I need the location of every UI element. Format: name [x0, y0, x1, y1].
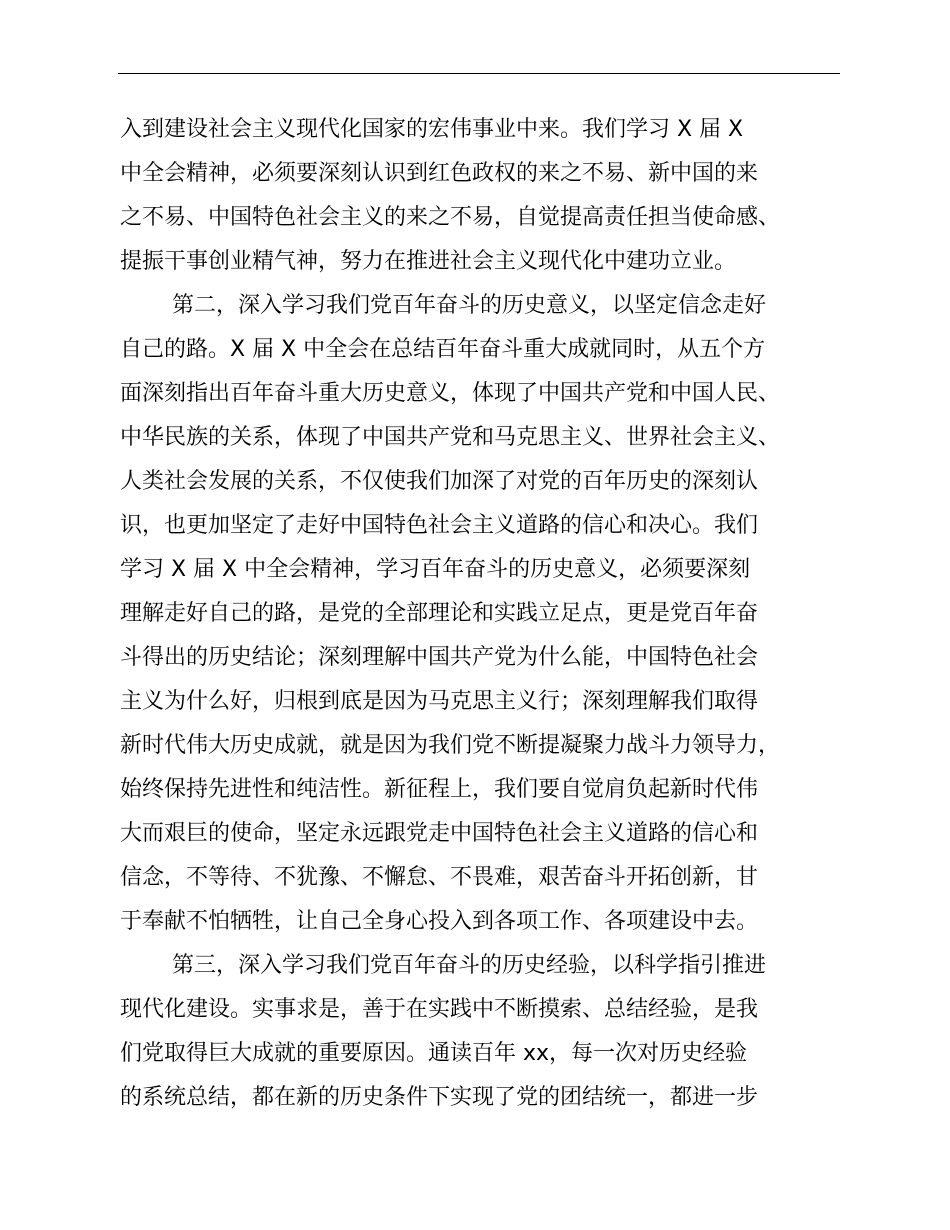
- text-line: 的系统总结，都在新的历史条件下实现了党的团结统一，都进一步: [120, 1085, 759, 1110]
- text-line: 大而艰巨的使命，坚定永远跟党走中国特色社会主义道路的信心和: [120, 821, 759, 846]
- text-line: 理解走好自己的路，是党的全部理论和实践立足点，更是党百年奋: [120, 601, 759, 626]
- text-line: 们党取得巨大成就的重要原因。通读百年 xx，每一次对历史经验: [120, 1041, 748, 1066]
- header-rule: [118, 73, 840, 74]
- text-line: 之不易、中国特色社会主义的来之不易，自觉提高责任担当使命感、: [120, 205, 781, 230]
- text-line: 信念，不等待、不犹豫、不懈怠、不畏难，艰苦奋斗开拓创新，甘: [120, 865, 759, 890]
- text-line: 提振干事创业精气神，努力在推进社会主义现代化中建功立业。: [120, 249, 737, 274]
- text-line: 于奉献不怕牺牲，让自己全身心投入到各项工作、各项建设中去。: [120, 909, 759, 934]
- text-line: 面深刻指出百年奋斗重大历史意义，体现了中国共产党和中国人民、: [120, 381, 781, 406]
- text-line: 斗得出的历史结论；深刻理解中国共产党为什么能，中国特色社会: [120, 645, 759, 670]
- text-line: 人类社会发展的关系，不仅使我们加深了对党的百年历史的深刻认: [120, 469, 759, 494]
- text-line: 新时代伟大历史成就，就是因为我们党不断提凝聚力战斗力领导力，: [120, 733, 781, 758]
- text-line: 入到建设社会主义现代化国家的宏伟事业中来。我们学习 X 届 X: [120, 117, 744, 142]
- paragraph-start-line: 第三，深入学习我们党百年奋斗的历史经验，以科学指引推进: [172, 953, 767, 978]
- text-line: 中华民族的关系，体现了中国共产党和马克思主义、世界社会主义、: [120, 425, 781, 450]
- text-line: 现代化建设。实事求是，善于在实践中不断摸索、总结经验，是我: [120, 997, 759, 1022]
- paragraph-start-line: 第二，深入学习我们党百年奋斗的历史意义，以坚定信念走好: [172, 293, 767, 318]
- text-line: 主义为什么好，归根到底是因为马克思主义行；深刻理解我们取得: [120, 689, 759, 714]
- text-line: 学习 X 届 X 中全会精神，学习百年奋斗的历史意义，必须要深刻: [120, 557, 751, 582]
- text-line: 中全会精神，必须要深刻认识到红色政权的来之不易、新中国的来: [120, 161, 759, 186]
- text-line: 识，也更加坚定了走好中国特色社会主义道路的信心和决心。我们: [120, 513, 759, 538]
- text-line: 自己的路。X 届 X 中全会在总结百年奋斗重大成就同时，从五个方: [120, 337, 766, 362]
- text-line: 始终保持先进性和纯洁性。新征程上，我们要自觉肩负起新时代伟: [120, 777, 759, 802]
